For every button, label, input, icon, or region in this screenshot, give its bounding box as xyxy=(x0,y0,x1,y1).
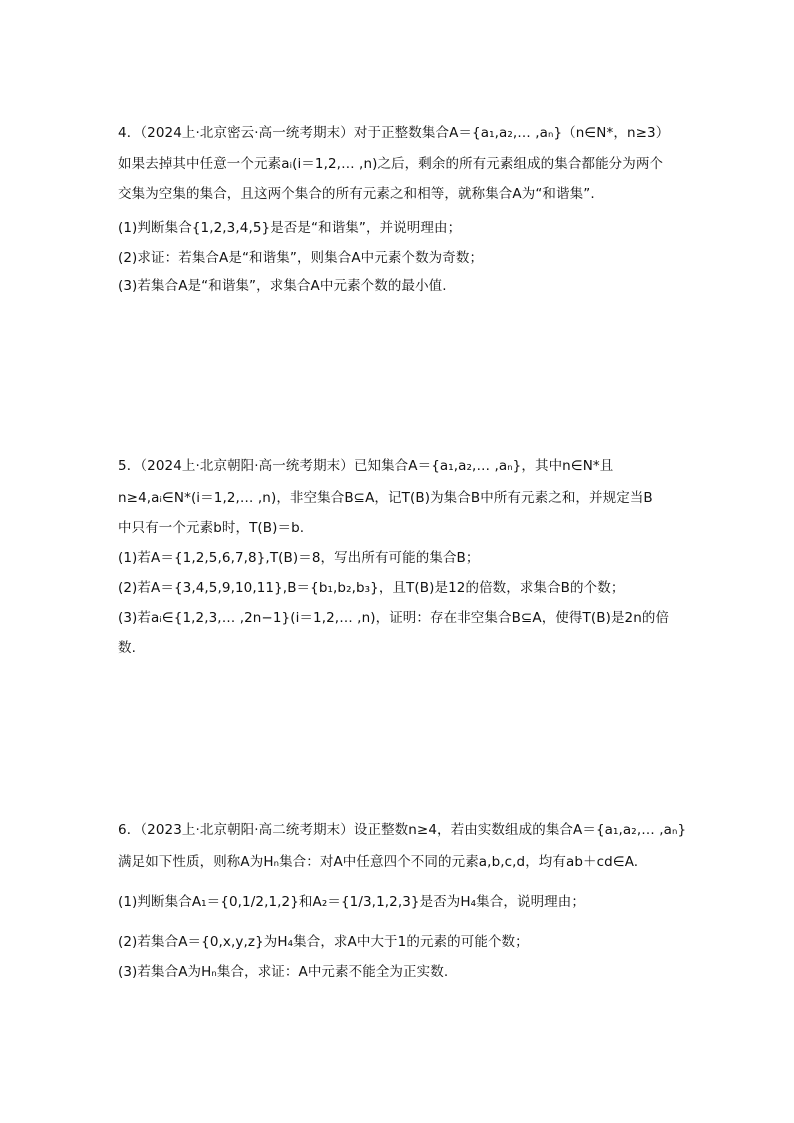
problem-6-part-1: (1)判断集合A₁＝{0,1/2,1,2}和A₂＝{1/3,1,2,3}是否为H₄集合，说明理由； xyxy=(118,894,585,910)
problem-5-part-2: (2)若A＝{3,4,5,9,10,11},B＝{b₁,b₂,b₃}，且T(B)是12的倍数，求集合B的个数； xyxy=(118,580,625,596)
problem-4-line-1: 4．（2024上·北京密云·高一统考期末）对于正整数集合A＝{a₁,a₂,… ,aₙ}（n∈N*，n≥3） xyxy=(118,125,670,141)
problem-5-part-3: (3)若aᵢ∈{1,2,3,… ,2n−1}(i＝1,2,… ,n)，证明：存在非空集合B⊆A，使得T(B)是2n的倍 xyxy=(118,610,670,626)
problem-4-part-2: (2)求证：若集合A是“和谐集”，则集合A中元素个数为奇数； xyxy=(118,250,484,266)
problem-5-line-2: n≥4,aᵢ∈N*(i＝1,2,… ,n)，非空集合B⊆A，记T(B)为集合B中所有元素之和，并规定当B xyxy=(118,490,653,506)
problem-6-part-3: (3)若集合A为Hₙ集合，求证：A中元素不能全为正实数. xyxy=(118,964,449,980)
problem-5-line-3: 中只有一个元素b时，T(B)＝b. xyxy=(118,520,305,536)
problem-6-line-2: 满足如下性质，则称A为Hₙ集合：对A中任意四个不同的元素a,b,c,d，均有ab＋cd∈A. xyxy=(118,854,639,870)
problem-4-line-3: 交集为空集的集合，且这两个集合的所有元素之和相等，就称集合A为“和谐集”. xyxy=(118,186,595,202)
problem-6-part-2: (2)若集合A＝{0,x,y,z}为H₄集合，求A中大于1的元素的可能个数； xyxy=(118,934,529,950)
problem-5-part-1: (1)若A＝{1,2,5,6,7,8},T(B)＝8，写出所有可能的集合B； xyxy=(118,550,480,566)
problem-5-part-3-cont: 数. xyxy=(118,640,136,656)
problem-4-part-1: (1)判断集合{1,2,3,4,5}是否是“和谐集”，并说明理由； xyxy=(118,220,462,236)
problem-4-part-3: (3)若集合A是“和谐集”，求集合A中元素个数的最小值. xyxy=(118,278,447,294)
problem-6-line-1: 6．（2023上·北京朝阳·高二统考期末）设正整数n≥4，若由实数组成的集合A＝{a₁,a₂,… ,aₙ} xyxy=(118,822,687,838)
problem-4-line-2: 如果去掉其中任意一个元素aᵢ(i＝1,2,… ,n)之后，剩余的所有元素组成的集合都能分为两个 xyxy=(118,156,664,172)
problem-5-line-1: 5．（2024上·北京朝阳·高一统考期末）已知集合A＝{a₁,a₂,… ,aₙ}，其中n∈N*且 xyxy=(118,458,614,474)
